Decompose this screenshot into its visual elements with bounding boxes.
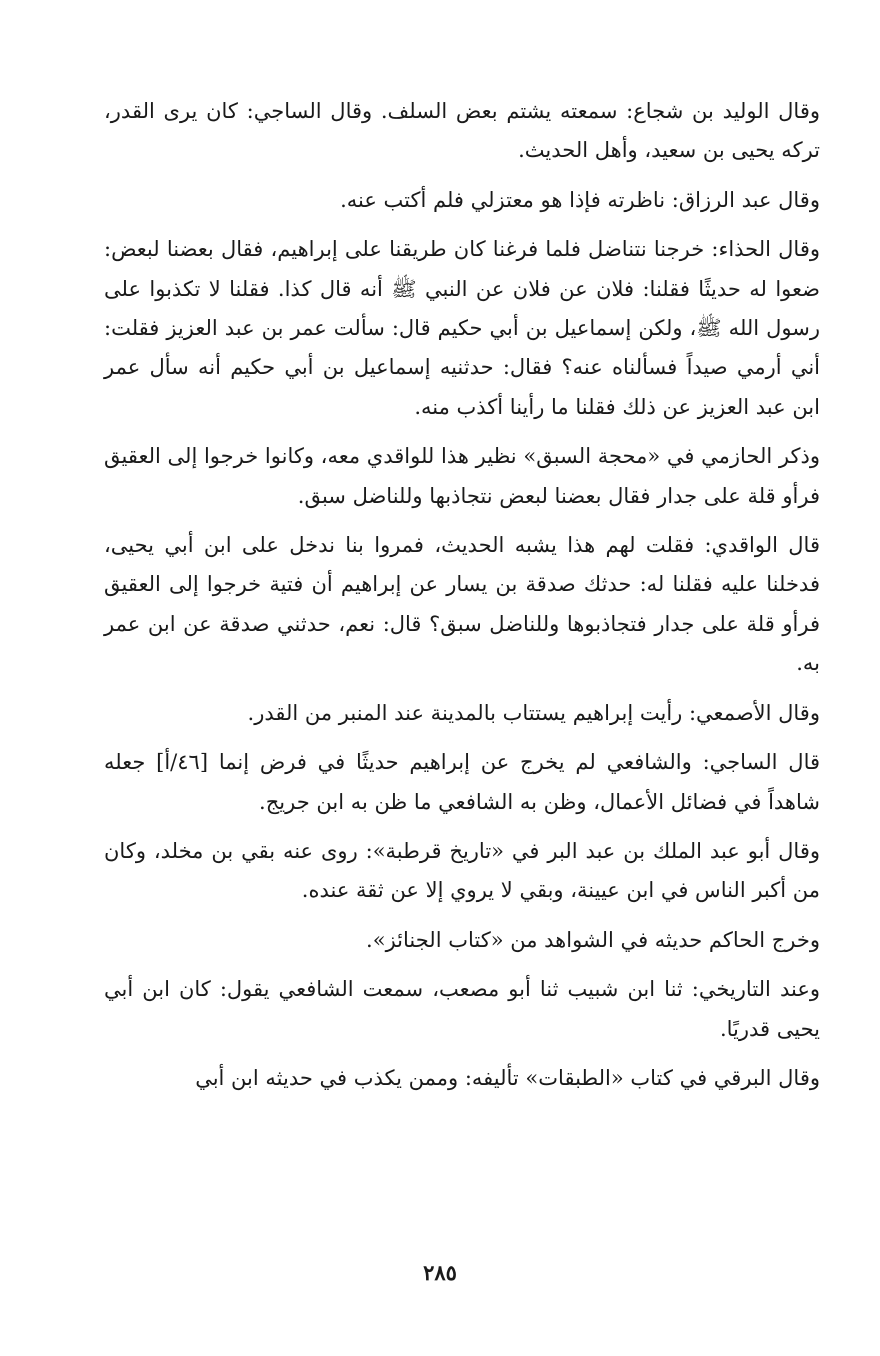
paragraph-8: وقال أبو عبد الملك بن عبد البر في «تاريخ قرطبة»: روى عنه بقي بن مخلد، وكان من أكبر الناس في ابن عيينة، وبقي لا يروي إلا عن ثقة عنده. [104, 838, 820, 903]
paragraph-5: قال الواقدي: فقلت لهم هذا يشبه الحديث، فمروا بنا ندخل على ابن أبي يحيى، فدخلنا عليه فقلنا له: حدثك صدقة بن يسار عن إبراهيم أن فتية خرجوا إلى العقيق فرأو قلة على جدار فتجاذبوها وللناضل سبق؟ قال: نعم، حدثني صدقة عن ابن عمر به. [104, 533, 820, 676]
page-number: ٢٨٥ [423, 1260, 457, 1285]
paragraph-4: وذكر الحازمي في «محجة السبق» نظير هذا للواقدي معه، وكانوا خرجوا إلى العقيق فرأو قلة على جدار فقال بعضنا لبعض نتجاذبها وللناضل سبق. [104, 444, 820, 508]
paragraph-6: وقال الأصمعي: رأيت إبراهيم يستتاب بالمدينة عند المنبر من القدر. [247, 700, 820, 725]
paragraph-2: وقال عبد الرزاق: ناظرته فإذا هو معتزلي فلم أكتب عنه. [340, 187, 820, 212]
paragraph-9: وخرج الحاكم حديثه في الشواهد من «كتاب الجنائز». [366, 927, 820, 952]
paragraph-7: قال الساجي: والشافعي لم يخرج عن إبراهيم حديثًا في فرض إنما [٤٦/أ] جعله شاهداً في فضائل الأعمال، وظن به الشافعي ما ظن به ابن جريج. [104, 750, 821, 814]
paragraph-1: وقال الوليد بن شجاع: سمعته يشتم بعض السلف. وقال الساجي: كان يرى القدر، تركه يحيى بن سعيد، وأهل الحديث. [104, 99, 820, 163]
paragraph-10: وعند التاريخي: ثنا ابن شبيب ثنا أبو مصعب، سمعت الشافعي يقول: كان ابن أبي يحيى قدريًا. [104, 977, 820, 1041]
body-text [104, 92, 820, 1108]
paragraph-11: وقال البرقي في كتاب «الطبقات» تأليفه: وممن يكذب في حديثه ابن أبي [195, 1065, 820, 1090]
paragraph-3: وقال الحذاء: خرجنا نتناضل فلما فرغنا كان طريقنا على إبراهيم، فقال بعضنا لبعض: ضعوا له حديثًا فقلنا: فلان عن فلان عن النبي ﷺ أنه قال كذا. فقلنا لا تكذبوا على رسول الله ﷺ، ولكن إسماعيل بن أبي حكيم قال: سألت عمر بن عبد العزيز فقلت: أني أرمي صيداً فسألناه عنه؟ فقال: حدثنيه إسماعيل بن أبي حكيم أنه سأل عمر ابن عبد العزيز عن ذلك فقلنا ما رأينا أكذب منه. [104, 237, 820, 419]
